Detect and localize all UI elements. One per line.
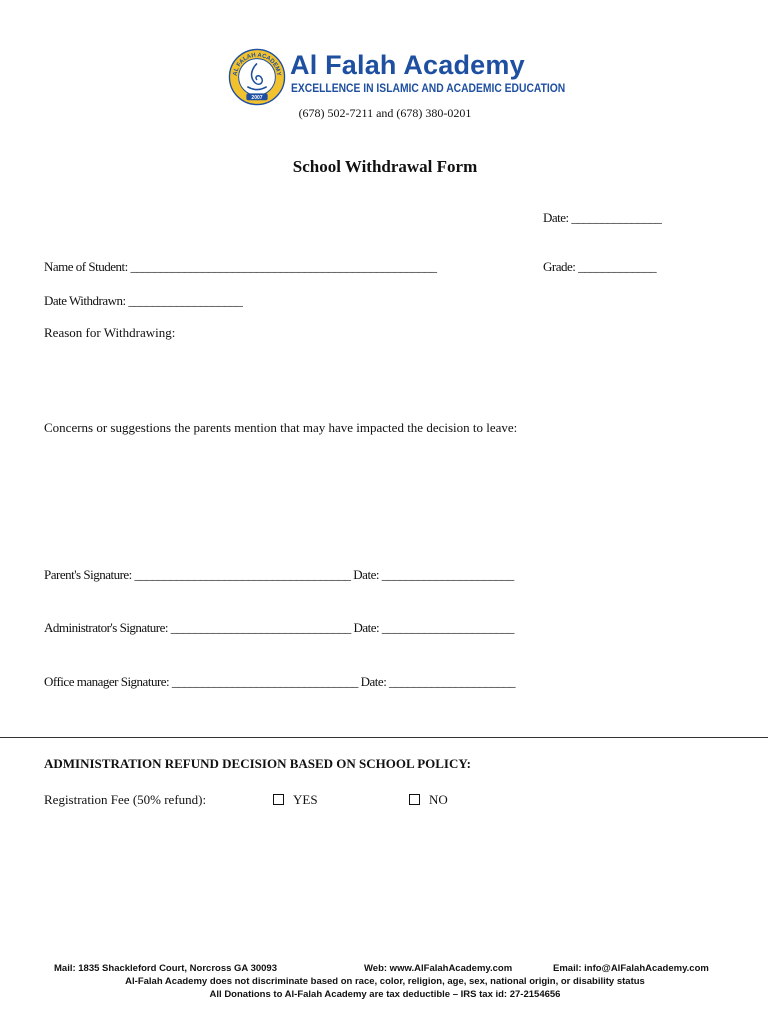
reason-label: Reason for Withdrawing:	[44, 325, 176, 340]
footer-mail: Mail: 1835 Shackleford Court, Norcross GA 30093	[54, 963, 277, 974]
seal-year: 2007	[251, 94, 263, 101]
no-checkbox[interactable]	[409, 794, 420, 805]
no-label: NO	[429, 792, 448, 807]
reason-answer-area[interactable]	[44, 345, 724, 405]
date-withdrawn-field[interactable]: Date Withdrawn: ___________________	[44, 293, 243, 308]
grade-field[interactable]: Grade: _____________	[543, 259, 657, 274]
registration-fee-label: Registration Fee (50% refund):	[44, 792, 207, 807]
concerns-label: Concerns or suggestions the parents mention that may have impacted the decision to leave:	[44, 420, 518, 435]
refund-section-heading: ADMINISTRATION REFUND DECISION BASED ON SCHOOL POLICY:	[44, 756, 471, 771]
student-name-field[interactable]: Name of Student: ___________________________________________________	[44, 259, 437, 274]
office-manager-signature-field[interactable]: Office manager Signature: _______________________________ Date: _____________________	[44, 674, 516, 689]
seal-ring-text: AL FALAH ACADEMY	[232, 52, 282, 77]
form-title: School Withdrawal Form	[292, 157, 478, 176]
school-name: Al Falah Academy	[290, 50, 525, 80]
date-field[interactable]: Date: _______________	[543, 210, 662, 225]
footer-email: Email: info@AlFalahAcademy.com	[553, 963, 709, 974]
academy-seal-logo	[228, 48, 286, 106]
administrator-signature-field[interactable]: Administrator's Signature: ______________________________ Date: ______________________	[44, 620, 514, 635]
yes-label: YES	[293, 792, 318, 807]
school-tagline: EXCELLENCE IN ISLAMIC AND ACADEMIC EDUCATION	[291, 81, 566, 95]
footer-web: Web: www.AlFalahAcademy.com	[364, 963, 513, 974]
section-divider	[0, 737, 768, 738]
yes-checkbox[interactable]	[273, 794, 284, 805]
no-option[interactable]	[409, 792, 448, 808]
footer-donations: All Donations to Al-Falah Academy are tax deductible – IRS tax id: 27-2154656	[209, 989, 561, 1000]
contact-phones: (678) 502-7211 and (678) 380-0201	[298, 106, 472, 120]
concerns-answer-area[interactable]	[44, 440, 724, 550]
parent-signature-field[interactable]: Parent's Signature: ____________________________________ Date: ______________________	[44, 567, 514, 582]
footer-nondiscrimination: Al-Falah Academy does not discriminate based on race, color, religion, age, sex, national origin, or disability status	[125, 976, 645, 987]
yes-option[interactable]	[273, 792, 318, 808]
